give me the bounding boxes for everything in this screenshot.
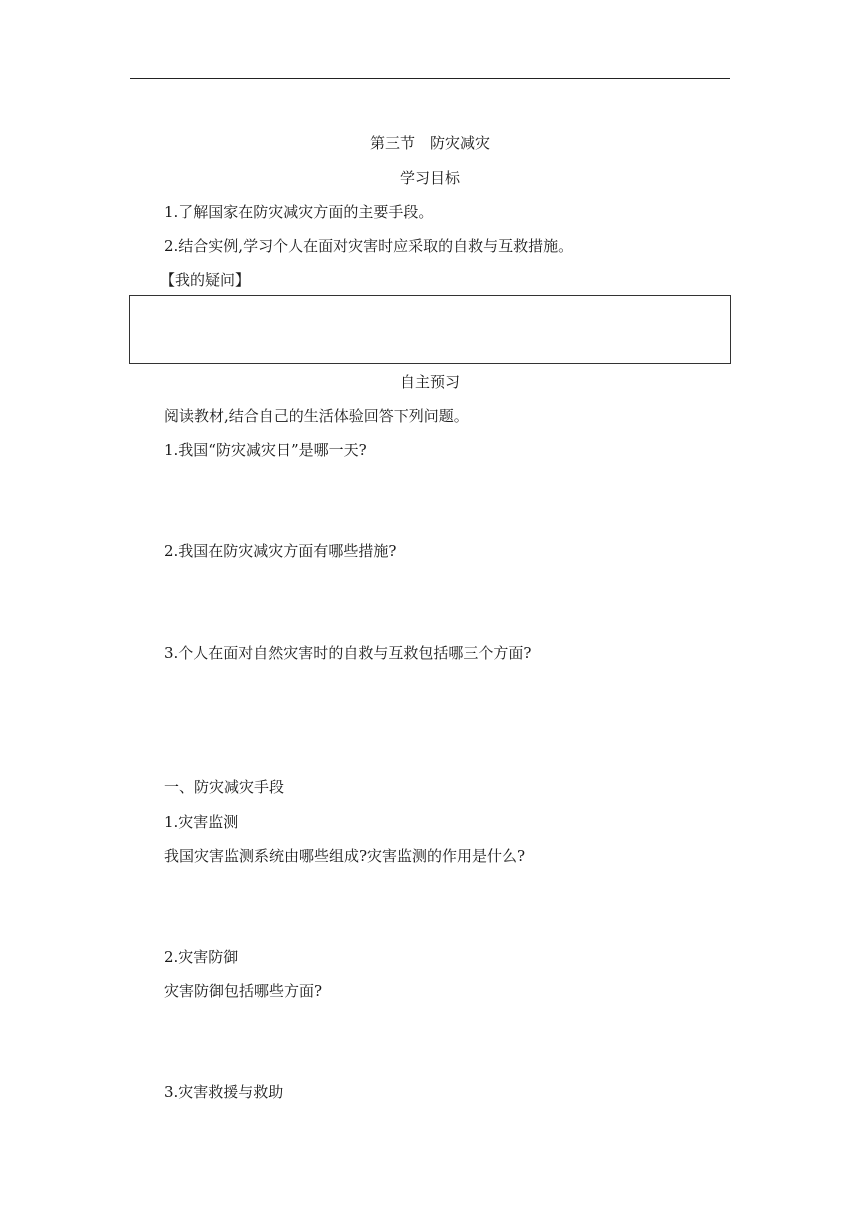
objectives-heading: 学习目标	[399, 169, 460, 187]
part1-sub2-title: 2.灾害防御	[164, 948, 239, 966]
part1-sub1-title: 1.灾害监测	[164, 813, 239, 831]
my-questions-box[interactable]	[129, 295, 731, 364]
part1-sub1-question: 我国灾害监测系统由哪些组成?灾害监测的作用是什么?	[164, 847, 526, 865]
objective-item-1: 1.了解国家在防灾减灾方面的主要手段。	[164, 203, 434, 221]
section-title: 第三节 防灾减灾	[369, 134, 490, 152]
preview-intro: 阅读教材,结合自己的生活体验回答下列问题。	[164, 407, 469, 425]
my-questions-label: 【我的疑问】	[160, 271, 251, 289]
objective-item-2: 2.结合实例,学习个人在面对灾害时应采取的自救与互救措施。	[164, 237, 574, 255]
preview-question-1: 1.我国“防灾减灾日”是哪一天?	[164, 441, 367, 459]
preview-question-2: 2.我国在防灾减灾方面有哪些措施?	[164, 542, 397, 560]
part1-sub2-question: 灾害防御包括哪些方面?	[164, 982, 323, 1000]
part1-sub3-title: 3.灾害救援与救助	[164, 1083, 284, 1101]
header-rule	[130, 78, 730, 79]
part1-heading: 一、防灾减灾手段	[164, 778, 285, 796]
preview-heading: 自主预习	[399, 373, 460, 391]
preview-question-3: 3.个人在面对自然灾害时的自救与互救包括哪三个方面?	[164, 644, 532, 662]
